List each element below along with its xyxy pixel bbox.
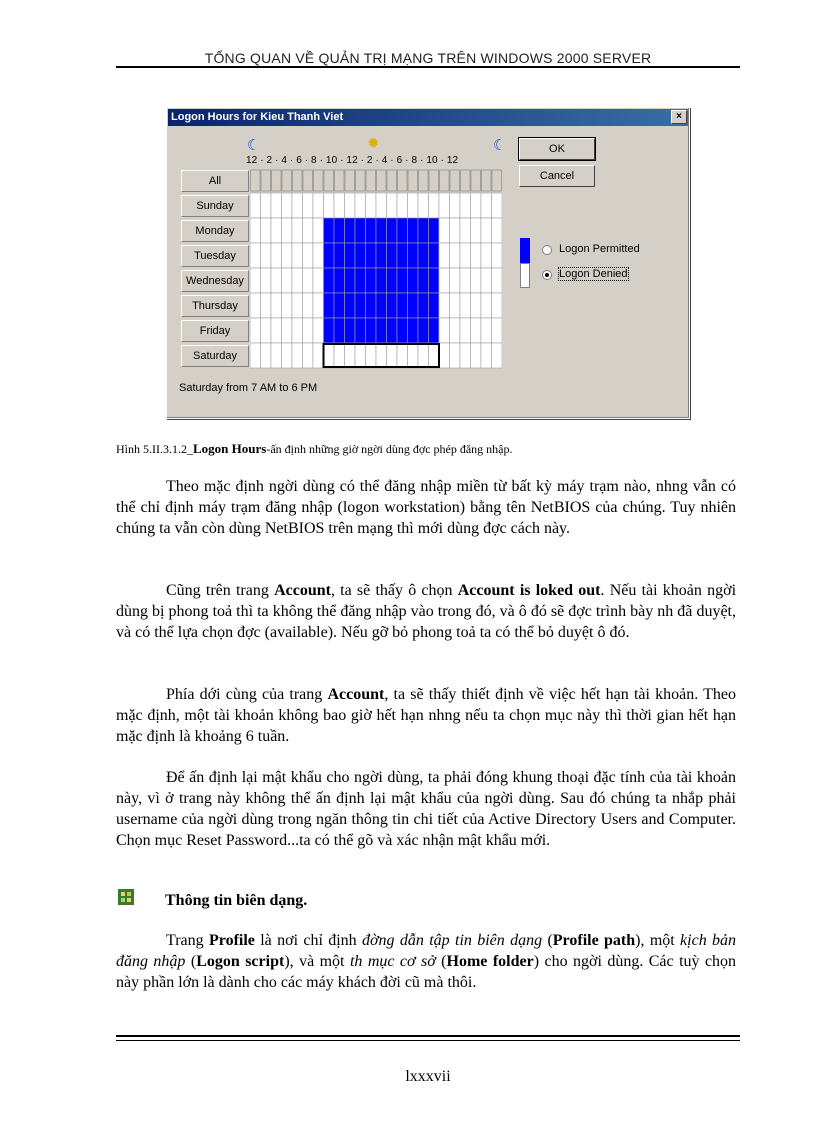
hour-cell[interactable] xyxy=(492,193,503,218)
hour-cell[interactable] xyxy=(292,318,303,343)
hour-cell[interactable] xyxy=(261,193,272,218)
figure-caption: Hình 5.II.3.1.2_Logon Hours-ấn định những giờ ngời dùng đợc phép đăng nhập. xyxy=(116,441,513,456)
hour-cell[interactable] xyxy=(471,193,482,218)
hour-cell[interactable] xyxy=(492,343,503,368)
hour-cell[interactable] xyxy=(460,343,471,368)
hour-cell[interactable] xyxy=(303,343,314,368)
hour-column-button[interactable] xyxy=(398,170,408,191)
hour-cell[interactable] xyxy=(439,193,450,218)
hour-cell[interactable] xyxy=(292,243,303,268)
hour-cell[interactable] xyxy=(387,243,398,268)
hour-column-button[interactable] xyxy=(272,170,282,191)
hour-cell[interactable] xyxy=(408,318,419,343)
hour-cell[interactable] xyxy=(282,218,293,243)
hour-cell[interactable] xyxy=(345,343,356,368)
hour-cell[interactable] xyxy=(250,268,261,293)
hour-cell[interactable] xyxy=(460,243,471,268)
hour-cell[interactable] xyxy=(366,293,377,318)
hour-cell[interactable] xyxy=(324,268,335,293)
hour-column-button[interactable] xyxy=(324,170,334,191)
hour-cell[interactable] xyxy=(271,243,282,268)
hour-cell[interactable] xyxy=(376,268,387,293)
hour-column-button[interactable] xyxy=(482,170,492,191)
day-button-sunday[interactable]: Sunday xyxy=(181,195,249,217)
hour-cell[interactable] xyxy=(387,193,398,218)
hour-cell[interactable] xyxy=(303,218,314,243)
day-button-wednesday[interactable]: Wednesday xyxy=(181,270,249,292)
hour-cell[interactable] xyxy=(303,293,314,318)
hour-cell[interactable] xyxy=(471,293,482,318)
hour-cell[interactable] xyxy=(366,343,377,368)
hour-cell[interactable] xyxy=(492,293,503,318)
hour-cell[interactable] xyxy=(471,268,482,293)
hour-cell[interactable] xyxy=(313,218,324,243)
hour-cell[interactable] xyxy=(282,318,293,343)
hour-cell[interactable] xyxy=(282,193,293,218)
hour-cell[interactable] xyxy=(408,293,419,318)
hour-cell[interactable] xyxy=(313,343,324,368)
hour-column-button[interactable] xyxy=(261,170,271,191)
hour-cell[interactable] xyxy=(324,243,335,268)
hour-cell[interactable] xyxy=(408,343,419,368)
logon-hours-dialog xyxy=(166,107,690,419)
hour-cell[interactable] xyxy=(250,318,261,343)
hour-cell[interactable] xyxy=(250,243,261,268)
hour-column-button[interactable] xyxy=(251,170,261,191)
hour-cell[interactable] xyxy=(418,343,429,368)
hour-cell[interactable] xyxy=(450,293,461,318)
hour-cell[interactable] xyxy=(324,318,335,343)
denied-swatch xyxy=(520,263,530,288)
hour-cell[interactable] xyxy=(481,343,492,368)
hour-column-button[interactable] xyxy=(303,170,313,191)
hour-cell[interactable] xyxy=(429,193,440,218)
day-button-friday[interactable]: Friday xyxy=(181,320,249,342)
hour-cell[interactable] xyxy=(292,218,303,243)
hour-column-button[interactable] xyxy=(345,170,355,191)
hour-cell[interactable] xyxy=(408,218,419,243)
hours-grid[interactable] xyxy=(250,168,502,370)
hour-cell[interactable] xyxy=(429,243,440,268)
hour-cell[interactable] xyxy=(334,293,345,318)
hour-cell[interactable] xyxy=(439,268,450,293)
day-button-tuesday[interactable]: Tuesday xyxy=(181,245,249,267)
hour-column-button[interactable] xyxy=(282,170,292,191)
hour-cell[interactable] xyxy=(429,218,440,243)
bullet-icon xyxy=(117,888,135,906)
selection-status: Saturday from 7 AM to 6 PM xyxy=(179,382,318,394)
hour-cell[interactable] xyxy=(418,218,429,243)
hour-cell[interactable] xyxy=(313,243,324,268)
hour-column-button[interactable] xyxy=(293,170,303,191)
hour-cell[interactable] xyxy=(387,343,398,368)
hour-cell[interactable] xyxy=(376,293,387,318)
hour-cell[interactable] xyxy=(471,343,482,368)
hour-cell[interactable] xyxy=(387,318,398,343)
hour-cell[interactable] xyxy=(450,268,461,293)
hour-cell[interactable] xyxy=(345,293,356,318)
hour-cell[interactable] xyxy=(397,293,408,318)
hour-cell[interactable] xyxy=(261,293,272,318)
hour-cell[interactable] xyxy=(460,293,471,318)
page-number: lxxxvii xyxy=(405,1068,451,1085)
hour-cell[interactable] xyxy=(313,293,324,318)
hour-cell[interactable] xyxy=(271,218,282,243)
hour-column-button[interactable] xyxy=(429,170,439,191)
hour-cell[interactable] xyxy=(324,343,335,368)
hour-cell[interactable] xyxy=(450,343,461,368)
hour-cell[interactable] xyxy=(418,243,429,268)
hour-cell[interactable] xyxy=(439,243,450,268)
hour-cell[interactable] xyxy=(355,343,366,368)
hour-cell[interactable] xyxy=(355,318,366,343)
close-button[interactable]: × xyxy=(671,110,687,124)
hour-cell[interactable] xyxy=(418,268,429,293)
footer-rule xyxy=(116,1035,740,1037)
hour-cell[interactable] xyxy=(460,268,471,293)
hour-column-button[interactable] xyxy=(450,170,460,191)
hour-cell[interactable] xyxy=(334,318,345,343)
hour-cell[interactable] xyxy=(271,293,282,318)
hour-column-button[interactable] xyxy=(377,170,387,191)
hour-cell[interactable] xyxy=(292,268,303,293)
hour-cell[interactable] xyxy=(303,243,314,268)
hour-cell[interactable] xyxy=(397,243,408,268)
hour-cell[interactable] xyxy=(261,218,272,243)
moon-icon: ☾ xyxy=(493,137,507,154)
hour-cell[interactable] xyxy=(460,193,471,218)
hour-cell[interactable] xyxy=(250,293,261,318)
hour-cell[interactable] xyxy=(282,243,293,268)
hour-cell[interactable] xyxy=(261,243,272,268)
hour-cell[interactable] xyxy=(271,193,282,218)
hour-cell[interactable] xyxy=(439,293,450,318)
hour-cell[interactable] xyxy=(376,318,387,343)
hour-cell[interactable] xyxy=(355,243,366,268)
moon-icon: ☾ xyxy=(247,137,261,154)
all-button[interactable]: All xyxy=(181,170,249,192)
hour-cell[interactable] xyxy=(334,193,345,218)
hour-cell[interactable] xyxy=(355,293,366,318)
hour-cell[interactable] xyxy=(481,318,492,343)
hour-cell[interactable] xyxy=(450,318,461,343)
hour-cell[interactable] xyxy=(408,268,419,293)
hour-column-button[interactable] xyxy=(335,170,345,191)
logon-denied-label[interactable]: Logon Denied xyxy=(559,268,628,280)
hour-cell[interactable] xyxy=(397,318,408,343)
hour-column-button[interactable] xyxy=(366,170,376,191)
hour-cell[interactable] xyxy=(481,293,492,318)
hour-cell[interactable] xyxy=(376,193,387,218)
hour-cell[interactable] xyxy=(261,268,272,293)
paragraph-1: Theo mặc định ngời dùng có thể đăng nhập miền từ bất kỳ máy trạm nào, nhng vẫn có thể chỉ định máy trạm đăng nhập (logon workstation) bằng tên NetBIOS của chúng. Tuy nhiên chúng ta vẫn còn dùng NetBIOS trên mạng thì mới dùng đợc cách này. xyxy=(116,478,736,537)
hour-cell[interactable] xyxy=(313,268,324,293)
hour-cell[interactable] xyxy=(418,293,429,318)
hour-cell[interactable] xyxy=(376,243,387,268)
hour-cell[interactable] xyxy=(261,318,272,343)
hour-cell[interactable] xyxy=(429,318,440,343)
hour-cell[interactable] xyxy=(313,318,324,343)
hour-cell[interactable] xyxy=(345,268,356,293)
hour-cell[interactable] xyxy=(429,268,440,293)
permitted-swatch xyxy=(520,238,530,263)
hour-cell[interactable] xyxy=(324,293,335,318)
hour-cell[interactable] xyxy=(292,293,303,318)
hours-scale: 12 · 2 · 4 · 6 · 8 · 10 · 12 · 2 · 4 · 6 · 8 · 10 · 12 xyxy=(246,155,459,166)
hour-cell[interactable] xyxy=(397,268,408,293)
hour-column-button[interactable] xyxy=(387,170,397,191)
ok-button[interactable]: OK xyxy=(519,138,595,160)
hour-cell[interactable] xyxy=(408,243,419,268)
hour-cell[interactable] xyxy=(460,318,471,343)
logon-permitted-radio[interactable] xyxy=(542,245,552,255)
hour-cell[interactable] xyxy=(334,343,345,368)
hour-cell[interactable] xyxy=(250,218,261,243)
hour-cell[interactable] xyxy=(471,318,482,343)
hour-cell[interactable] xyxy=(397,343,408,368)
hour-cell[interactable] xyxy=(250,193,261,218)
hour-cell[interactable] xyxy=(439,318,450,343)
logon-permitted-label[interactable]: Logon Permitted xyxy=(559,243,640,255)
hour-cell[interactable] xyxy=(345,193,356,218)
hour-cell[interactable] xyxy=(282,268,293,293)
hour-column-button[interactable] xyxy=(408,170,418,191)
hour-cell[interactable] xyxy=(355,268,366,293)
hour-cell[interactable] xyxy=(387,268,398,293)
hour-cell[interactable] xyxy=(376,343,387,368)
hour-cell[interactable] xyxy=(366,193,377,218)
hour-cell[interactable] xyxy=(439,343,450,368)
hour-cell[interactable] xyxy=(334,218,345,243)
hour-cell[interactable] xyxy=(303,193,314,218)
hour-cell[interactable] xyxy=(376,218,387,243)
day-button-saturday[interactable]: Saturday xyxy=(181,345,249,367)
hour-cell[interactable] xyxy=(481,268,492,293)
hour-cell[interactable] xyxy=(450,193,461,218)
hour-cell[interactable] xyxy=(471,218,482,243)
hour-cell[interactable] xyxy=(366,318,377,343)
hour-cell[interactable] xyxy=(460,218,471,243)
hour-cell[interactable] xyxy=(313,193,324,218)
hour-cell[interactable] xyxy=(481,193,492,218)
sun-icon: ✹ xyxy=(367,135,380,152)
page-header: TỔNG QUAN VỀ QUẢN TRỊ MẠNG TRÊN WINDOWS 2000 SERVER xyxy=(204,50,652,66)
hour-cell[interactable] xyxy=(261,343,272,368)
hour-cell[interactable] xyxy=(450,243,461,268)
hour-cell[interactable] xyxy=(324,218,335,243)
hour-cell[interactable] xyxy=(271,268,282,293)
hour-column-button[interactable] xyxy=(471,170,481,191)
hour-cell[interactable] xyxy=(387,218,398,243)
hour-cell[interactable] xyxy=(481,218,492,243)
day-button-monday[interactable]: Monday xyxy=(181,220,249,242)
hour-cell[interactable] xyxy=(292,343,303,368)
hour-cell[interactable] xyxy=(429,293,440,318)
hour-cell[interactable] xyxy=(481,243,492,268)
hour-cell[interactable] xyxy=(492,268,503,293)
paragraph-2: Cũng trên trang Account, ta sẽ thấy ô chọn Account is loked out. Nếu tài khoản ngời dùng bị phong toả thì ta không thể đăng nhập vào trong đó, và ô đó sẽ đợc trình bày nh đã duyệt, và có thể lựa chọn đợc (available). Nếu gỡ bỏ phong toả ta có thể bỏ duyệt ô đó. xyxy=(116,582,737,641)
hour-cell[interactable] xyxy=(492,218,503,243)
logon-denied-radio[interactable] xyxy=(542,270,552,280)
hour-cell[interactable] xyxy=(355,218,366,243)
hour-column-button[interactable] xyxy=(461,170,471,191)
paragraph-5: Trang Profile là nơi chỉ định đờng dẫn tập tin biên dạng (Profile path), một kịch bản đăng nhập (Logon script), và một th mục cơ sở (Home folder) cho ngời dùng. Các tuỳ chọn này phần lớn là dành cho các máy khách đời cũ mà thôi. xyxy=(116,932,737,991)
dialog-title: Logon Hours for Kieu Thanh Viet xyxy=(168,109,688,126)
hour-cell[interactable] xyxy=(429,343,440,368)
hour-cell[interactable] xyxy=(418,318,429,343)
hour-cell[interactable] xyxy=(282,293,293,318)
hour-cell[interactable] xyxy=(271,343,282,368)
section-heading: Thông tin biên dạng. xyxy=(165,892,308,909)
hour-column-button[interactable] xyxy=(314,170,324,191)
hour-cell[interactable] xyxy=(492,243,503,268)
hour-cell[interactable] xyxy=(303,268,314,293)
hour-column-button[interactable] xyxy=(356,170,366,191)
hour-column-button[interactable] xyxy=(440,170,450,191)
header-rule xyxy=(116,66,740,68)
hour-cell[interactable] xyxy=(450,218,461,243)
hour-cell[interactable] xyxy=(492,318,503,343)
hour-cell[interactable] xyxy=(345,218,356,243)
paragraph-4: Để ấn định lại mật khẩu cho ngời dùng, ta phải đóng khung thoại đặc tính của tài khoản này, vì ở trang này không thể ấn định lại mật khẩu của ngời dùng. Sau đó chúng ta nhắp phải username của ngời dùng trong ngăn thông tin chi tiết của Active Directory Users and Computer. Chọn mục Reset Password...ta có thể gõ và xác nhận mật khẩu mới. xyxy=(116,769,736,849)
hour-cell[interactable] xyxy=(303,318,314,343)
hour-cell[interactable] xyxy=(366,243,377,268)
hour-cell[interactable] xyxy=(397,218,408,243)
hour-cell[interactable] xyxy=(439,218,450,243)
hour-cell[interactable] xyxy=(418,193,429,218)
hour-cell[interactable] xyxy=(334,243,345,268)
hour-column-button[interactable] xyxy=(492,170,502,191)
cancel-button[interactable]: Cancel xyxy=(519,165,595,187)
hour-cell[interactable] xyxy=(292,193,303,218)
day-button-thursday[interactable]: Thursday xyxy=(181,295,249,317)
hour-cell[interactable] xyxy=(334,268,345,293)
hour-column-button[interactable] xyxy=(419,170,429,191)
hour-cell[interactable] xyxy=(471,243,482,268)
footer-rule-thin xyxy=(116,1040,740,1041)
hour-cell[interactable] xyxy=(324,193,335,218)
hour-cell[interactable] xyxy=(345,243,356,268)
hour-cell[interactable] xyxy=(366,268,377,293)
hour-cell[interactable] xyxy=(397,193,408,218)
hour-cell[interactable] xyxy=(271,318,282,343)
paragraph-3: Phía dới cùng của trang Account, ta sẽ thấy thiết định về việc hết hạn tài khoản. Theo mặc định, một tài khoản không bao giờ hết hạn nhng nếu ta chọn mục này thì thời gian hết hạn mặc định là khoảng 6 tuần. xyxy=(116,686,736,745)
hour-cell[interactable] xyxy=(250,343,261,368)
hour-cell[interactable] xyxy=(345,318,356,343)
hour-cell[interactable] xyxy=(387,293,398,318)
hour-cell[interactable] xyxy=(282,343,293,368)
hour-cell[interactable] xyxy=(355,193,366,218)
hour-cell[interactable] xyxy=(366,218,377,243)
hour-cell[interactable] xyxy=(408,193,419,218)
